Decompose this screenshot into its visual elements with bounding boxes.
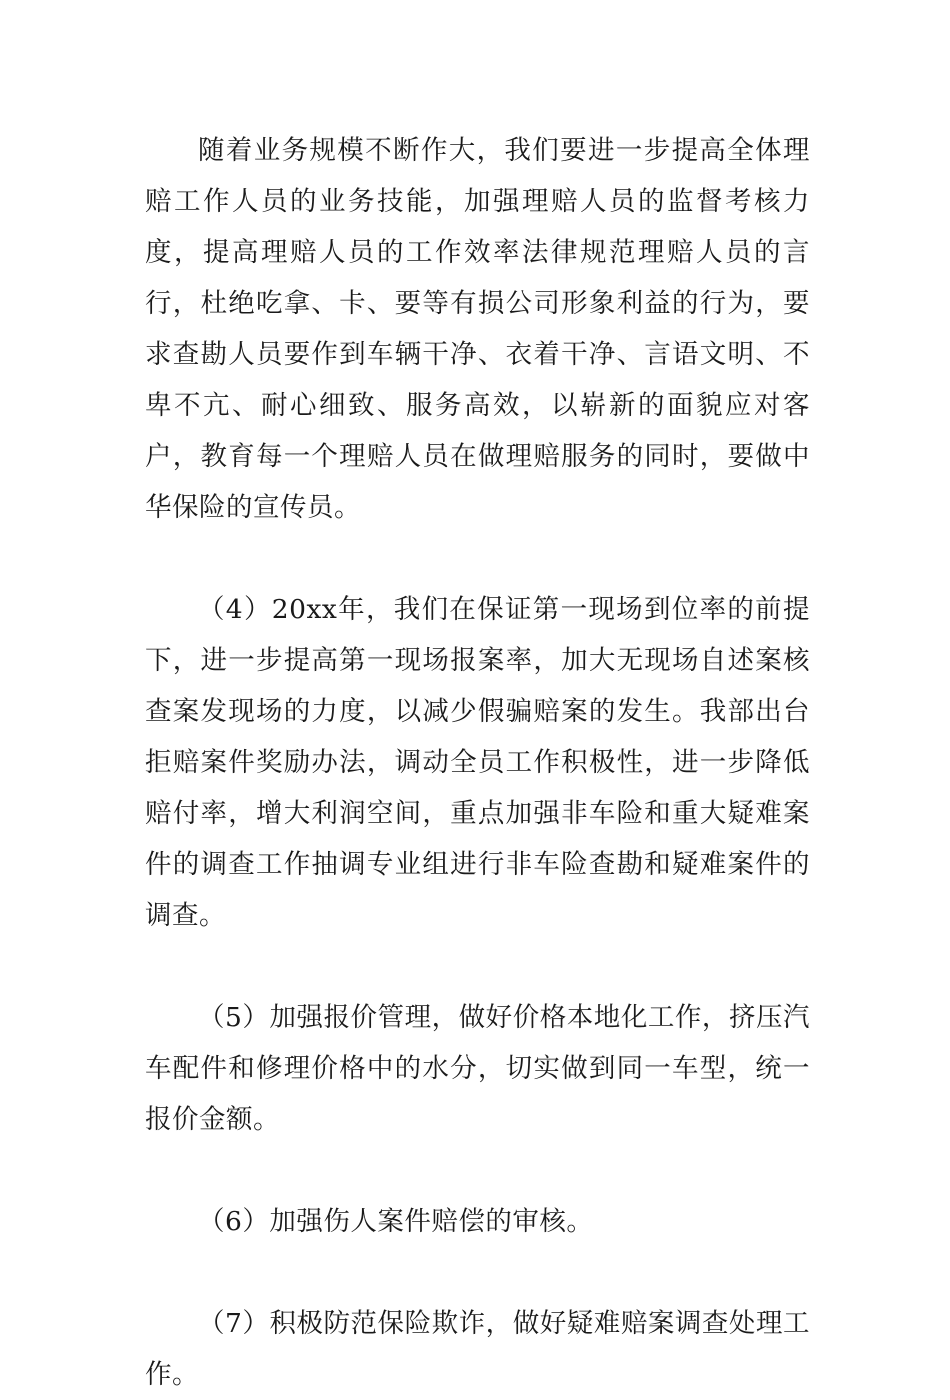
paragraph-item-5: （5）加强报价管理，做好价格本地化工作，挤压汽车配件和修理价格中的水分，切实做到同一车型，统一报价金额。 <box>145 1002 810 1135</box>
document-body <box>145 125 810 1400</box>
paragraph-item-4: （4）20xx年，我们在保证第一现场到位率的前提下，进一步提高第一现场报案率，加大无现场自述案核查案发现场的力度，以减少假骗赔案的发生。我部出台拒赔案件奖励办法，调动全员工作积极性，进一步降低赔付率，增大利润空间，重点加强非车险和重大疑难案件的调查工作抽调专业组进行非车险查勘和疑难案件的调查。 <box>145 594 810 931</box>
paragraph-item-6: （6）加强伤人案件赔偿的审核。 <box>198 1206 594 1237</box>
paragraph-item-7: （7）积极防范保险欺诈，做好疑难赔案调查处理工作。 <box>145 1308 810 1390</box>
paragraph-claims-staff: 随着业务规模不断作大，我们要进一步提高全体理赔工作人员的业务技能，加强理赔人员的监督考核力度，提高理赔人员的工作效率法律规范理赔人员的言行，杜绝吃拿、卡、要等有损公司形象利益的行为，要求查勘人员要作到车辆干净、衣着干净、言语文明、不卑不亢、耐心细致、服务高效，以崭新的面貌应对客户，教育每一个理赔人员在做理赔服务的同时，要做中华保险的宣传员。 <box>145 135 810 523</box>
